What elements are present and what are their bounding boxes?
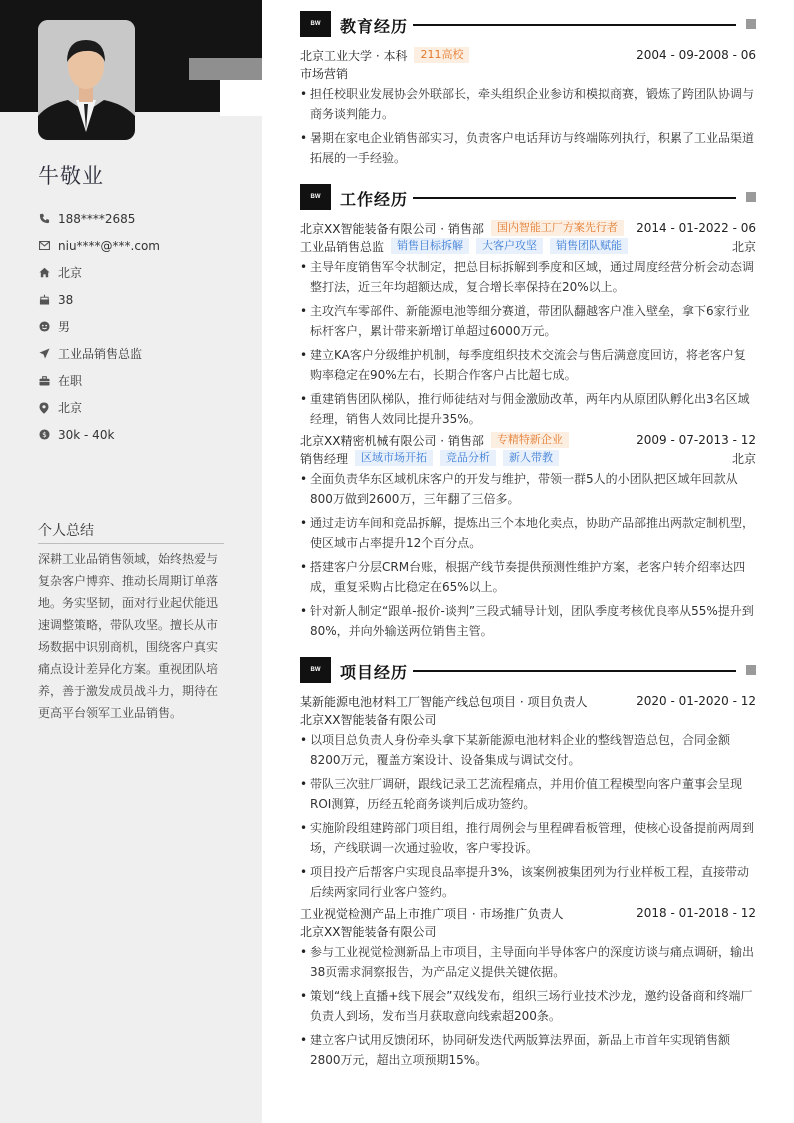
project-date: 2018 - 01-2018 - 12	[636, 906, 756, 920]
list-item: • 建立客户试用反馈闭环，协同研发迭代两版算法界面，新品上市首年实现销售额2800万元，超出立项预期15%。	[300, 1030, 756, 1070]
job-position: 工业品销售总监	[300, 239, 385, 254]
skill-tag: 区域市场开拓	[355, 450, 433, 466]
list-item: • 以项目总负责人身份牵头拿下某新能源电池材料企业的整线智造总包，合同金额8200万元，覆盖方案设计、设备集成与调试交付。	[300, 730, 756, 770]
skill-tag: 竞品分析	[440, 450, 496, 466]
company-tag: 专精特新企业	[491, 432, 569, 448]
mail-icon	[38, 240, 50, 252]
list-item: • 项目投产后帮客户实现良品率提升3%，该案例被集团列为行业样板工程，直接带动后续两家同行业客户签约。	[300, 862, 756, 902]
send-icon	[38, 348, 50, 360]
cake-icon	[38, 294, 50, 306]
project-entry	[300, 692, 756, 902]
company-tag: 国内智能工厂方案先行者	[491, 220, 624, 236]
section-square-marker	[746, 192, 756, 202]
summary-title: 个人总结	[38, 520, 224, 544]
list-item: • 主攻汽车零部件、新能源电池等细分赛道，带团队翻越客户准入壁垒，拿下6家行业标杆客户，累计带来新增订单超过6000万元。	[300, 301, 756, 341]
section-square-marker	[746, 19, 756, 29]
list-item: • 重建销售团队梯队，推行师徒结对与佣金激励改革，两年内从原团队孵化出3名区域经理，销售人效同比提升35%。	[300, 389, 756, 429]
location-pin-icon	[38, 402, 50, 414]
section-title: 工作经历	[340, 190, 409, 209]
list-item: • 带队三次驻厂调研，跟线记录工艺流程痛点，并用价值工程模型向客户董事会呈现ROI测算，历经五轮商务谈判后成功签约。	[300, 774, 756, 814]
education-row	[300, 46, 756, 64]
education-bullets	[300, 84, 756, 168]
job-city: 北京	[731, 451, 756, 466]
job-entry	[300, 219, 756, 429]
skill-tag: 销售团队赋能	[550, 238, 628, 254]
section-divider	[413, 24, 736, 26]
project-company: 北京XX智能装备有限公司	[300, 712, 437, 727]
job-position: 销售经理	[300, 451, 349, 466]
list-item: • 全面负责华东区域机床客户的开发与维护，带领一群5人的小团队把区域年回款从800万做到2600万，三年翻了三倍多。	[300, 469, 756, 509]
home-icon	[38, 267, 50, 279]
contact-email: niu****@***.com	[38, 232, 160, 259]
contact-home: 北京	[38, 259, 160, 286]
project-name: 工业视觉检测产品上市推广项目 · 市场推广负责人	[300, 906, 564, 921]
contact-target-position: 工业品销售总监	[38, 340, 160, 367]
project-date: 2020 - 01-2020 - 12	[636, 694, 756, 708]
education-date: 2004 - 09-2008 - 06	[636, 48, 756, 62]
gender-icon	[38, 321, 50, 333]
briefcase-icon	[38, 375, 50, 387]
header-decoration-white	[220, 80, 262, 116]
salary-icon	[38, 429, 50, 441]
education-section	[300, 11, 756, 172]
list-item: • 参与工业视觉检测新品上市项目，主导面向半导体客户的深度访谈与痛点调研，输出38页需求洞察报告，为产品定义提供关键依据。	[300, 942, 756, 982]
job-date: 2009 - 07-2013 - 12	[636, 433, 756, 447]
contact-gender: 男	[38, 313, 160, 340]
skill-tag: 大客户攻坚	[476, 238, 543, 254]
company-line: 北京XX精密机械有限公司 · 销售部	[300, 433, 484, 448]
school-line: 北京工业大学 · 本科	[300, 48, 408, 63]
contact-status: 在职	[38, 367, 160, 394]
job-date: 2014 - 01-2022 - 06	[636, 221, 756, 235]
section-divider	[413, 670, 736, 672]
work-section	[300, 184, 756, 645]
skill-tag: 销售目标拆解	[391, 238, 469, 254]
job-bullets	[300, 469, 756, 641]
header-decoration-gray	[189, 58, 262, 80]
project-name: 某新能源电池材料工厂智能产线总包项目 · 项目负责人	[300, 694, 588, 709]
list-item: • 建立KA客户分级维护机制，每季度组织技术交流会与售后满意度回访，将老客户复购率稳定在90%左右，长期合作客户占比超七成。	[300, 345, 756, 385]
school-tag: 211高校	[414, 47, 469, 63]
sidebar	[0, 0, 262, 1123]
job-city: 北京	[731, 239, 756, 254]
section-badge: BW	[300, 11, 331, 37]
project-company: 北京XX智能装备有限公司	[300, 924, 437, 939]
section-title: 教育经历	[340, 17, 409, 36]
section-badge: BW	[300, 184, 331, 210]
candidate-name: 牛敬业	[38, 164, 104, 188]
list-item: • 策划“线上直播+线下展会”双线发布，组织三场行业技术沙龙，邀约设备商和终端厂负责人到场，发布当月获取意向线索超200条。	[300, 986, 756, 1026]
section-header	[300, 184, 756, 210]
section-divider	[413, 197, 736, 199]
section-header	[300, 11, 756, 37]
company-line: 北京XX智能装备有限公司 · 销售部	[300, 221, 484, 236]
list-item: • 通过走访车间和竞品拆解，提炼出三个本地化卖点，协助产品部推出两款定制机型，使区域市占率提升12个百分点。	[300, 513, 756, 553]
contact-phone: 188****2685	[38, 205, 160, 232]
section-header	[300, 657, 756, 683]
list-item: • 搭建客户分层CRM台账，根据产线节奏提供预测性维护方案，老客户转介绍率达四成，重复采购占比稳定在65%以上。	[300, 557, 756, 597]
contact-salary: $ 30k - 40k	[38, 421, 160, 448]
summary-text: 深耕工业品销售领域，始终热爱与复杂客户博弈、推动长周期订单落地。务实坚韧，面对行业起伏能迅速调整策略，带队攻坚。擅长从市场数据中识别商机，围绕客户真实痛点设计差异化方案。重视团队培养，善于激发成员战斗力，期待在更高平台领军工业品销售。	[38, 552, 219, 720]
list-item: • 担任校职业发展协会外联部长，牵头组织企业参访和模拟商赛，锻炼了跨团队协调与商务谈判能力。	[300, 84, 756, 124]
job-bullets	[300, 257, 756, 429]
section-square-marker	[746, 665, 756, 675]
major: 市场营销	[300, 66, 349, 81]
skill-tag: 新人带教	[503, 450, 559, 466]
section-title: 项目经历	[340, 663, 409, 682]
list-item: • 主导年度销售军令状制定，把总目标拆解到季度和区域，通过周度经营分析会动态调整打法，近三年均超额达成，复合增长率保持在20%以上。	[300, 257, 756, 297]
contact-age: 38	[38, 286, 160, 313]
project-bullets	[300, 942, 756, 1070]
section-badge: BW	[300, 657, 331, 683]
profile-photo	[38, 20, 135, 140]
svg-text:$: $	[41, 430, 47, 440]
projects-section	[300, 657, 756, 1074]
list-item: • 实施阶段组建跨部门项目组，推行周例会与里程碑看板管理，使核心设备提前两周到场，产线联调一次通过验收，客户零投诉。	[300, 818, 756, 858]
contact-list	[38, 205, 160, 448]
contact-location: 北京	[38, 394, 160, 421]
phone-icon	[38, 213, 50, 225]
project-bullets	[300, 730, 756, 902]
project-entry	[300, 904, 756, 1070]
list-item: • 针对新人制定“跟单-报价-谈判”三段式辅导计划，团队季度考核优良率从55%提升到80%，并向外输送两位销售主管。	[300, 601, 756, 641]
job-entry	[300, 431, 756, 641]
list-item: • 暑期在家电企业销售部实习，负责客户电话拜访与终端陈列执行，积累了工业品渠道拓展的一手经验。	[300, 128, 756, 168]
major-row	[300, 64, 756, 82]
